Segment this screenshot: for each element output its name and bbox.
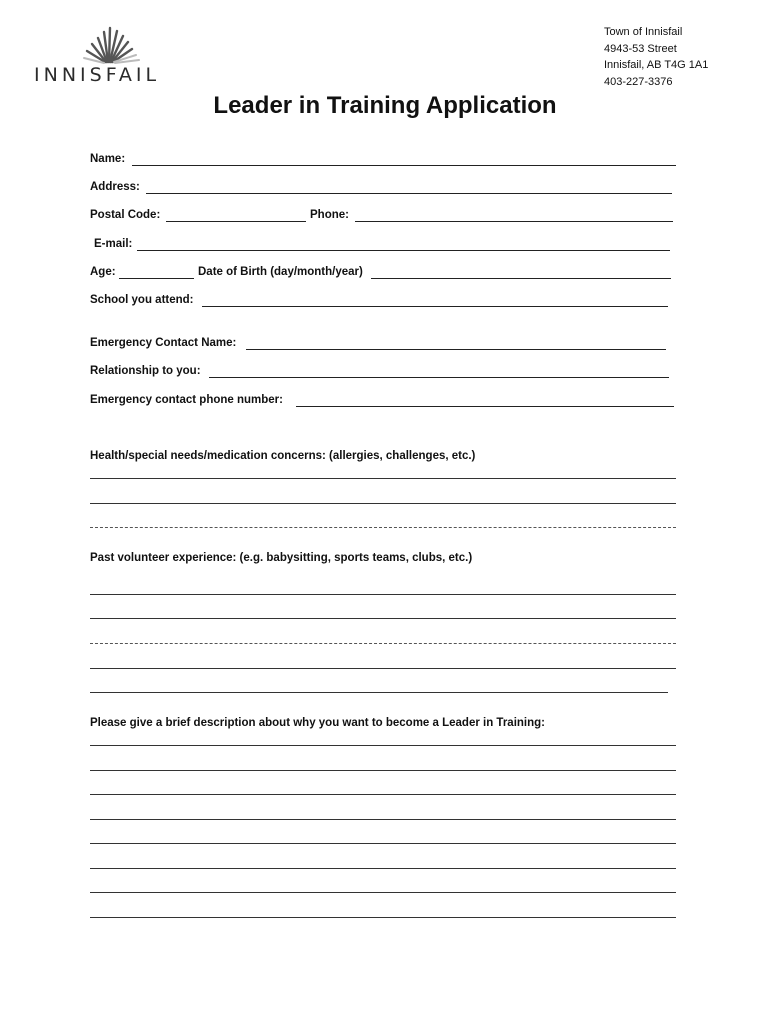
- email-field[interactable]: [137, 250, 670, 251]
- description-answer-line[interactable]: [90, 819, 676, 820]
- description-answer-line[interactable]: [90, 770, 676, 771]
- age-label: Age:: [90, 266, 116, 278]
- relationship-field[interactable]: [209, 377, 669, 378]
- description-answer-line[interactable]: [90, 794, 676, 795]
- volunteer-answer-line[interactable]: [90, 643, 676, 644]
- innisfail-logo: [34, 22, 184, 84]
- description-answer-line[interactable]: [90, 868, 676, 869]
- volunteer-answer-line[interactable]: [90, 594, 676, 595]
- postal-code-field[interactable]: [166, 221, 306, 222]
- age-field[interactable]: [119, 278, 194, 279]
- town-address: [604, 24, 708, 90]
- address-line: Innisfail, AB T4G 1A1: [604, 59, 709, 71]
- description-answer-line[interactable]: [90, 917, 676, 918]
- page-title-text: Leader in Training Application: [213, 92, 557, 119]
- address-field[interactable]: [146, 193, 672, 194]
- name-field[interactable]: [132, 165, 676, 166]
- emergency-name-label: Emergency Contact Name:: [90, 337, 237, 349]
- emergency-phone-field[interactable]: [296, 406, 674, 407]
- volunteer-section-label: Past volunteer experience: (e.g. babysitting, sports teams, clubs, etc.): [90, 552, 473, 564]
- page-title: [0, 92, 770, 120]
- email-label: E-mail:: [94, 238, 133, 250]
- name-label: Name:: [90, 153, 126, 165]
- logo-wordmark: INNISFAIL: [34, 64, 161, 86]
- phone-label: Phone:: [310, 209, 349, 221]
- emergency-phone-label: Emergency contact phone number:: [90, 394, 283, 406]
- volunteer-answer-line[interactable]: [90, 692, 668, 693]
- postal-code-label: Postal Code:: [90, 209, 161, 221]
- description-answer-line[interactable]: [90, 745, 676, 746]
- volunteer-answer-line[interactable]: [90, 618, 676, 619]
- health-section-label: Health/special needs/medication concerns: (allergies, challenges, etc.): [90, 450, 476, 462]
- address-label: Address:: [90, 181, 140, 193]
- sunburst-icon: [62, 22, 158, 66]
- health-answer-line[interactable]: [90, 503, 676, 504]
- address-line: Town of Innisfail: [604, 26, 683, 38]
- description-section-label: Please give a brief description about why you want to become a Leader in Training:: [90, 717, 545, 729]
- dob-label: Date of Birth (day/month/year): [198, 266, 363, 278]
- relationship-label: Relationship to you:: [90, 365, 201, 377]
- volunteer-answer-line[interactable]: [90, 668, 676, 669]
- address-line: 403-227-3376: [604, 75, 673, 88]
- health-answer-line[interactable]: [90, 478, 676, 479]
- description-answer-line[interactable]: [90, 843, 676, 844]
- school-field[interactable]: [202, 306, 668, 307]
- phone-field[interactable]: [355, 221, 673, 222]
- health-answer-line[interactable]: [90, 527, 676, 528]
- dob-field[interactable]: [371, 278, 671, 279]
- school-label: School you attend:: [90, 294, 194, 306]
- emergency-name-field[interactable]: [246, 349, 666, 350]
- description-answer-line[interactable]: [90, 892, 676, 893]
- address-line: 4943-53 Street: [604, 42, 677, 55]
